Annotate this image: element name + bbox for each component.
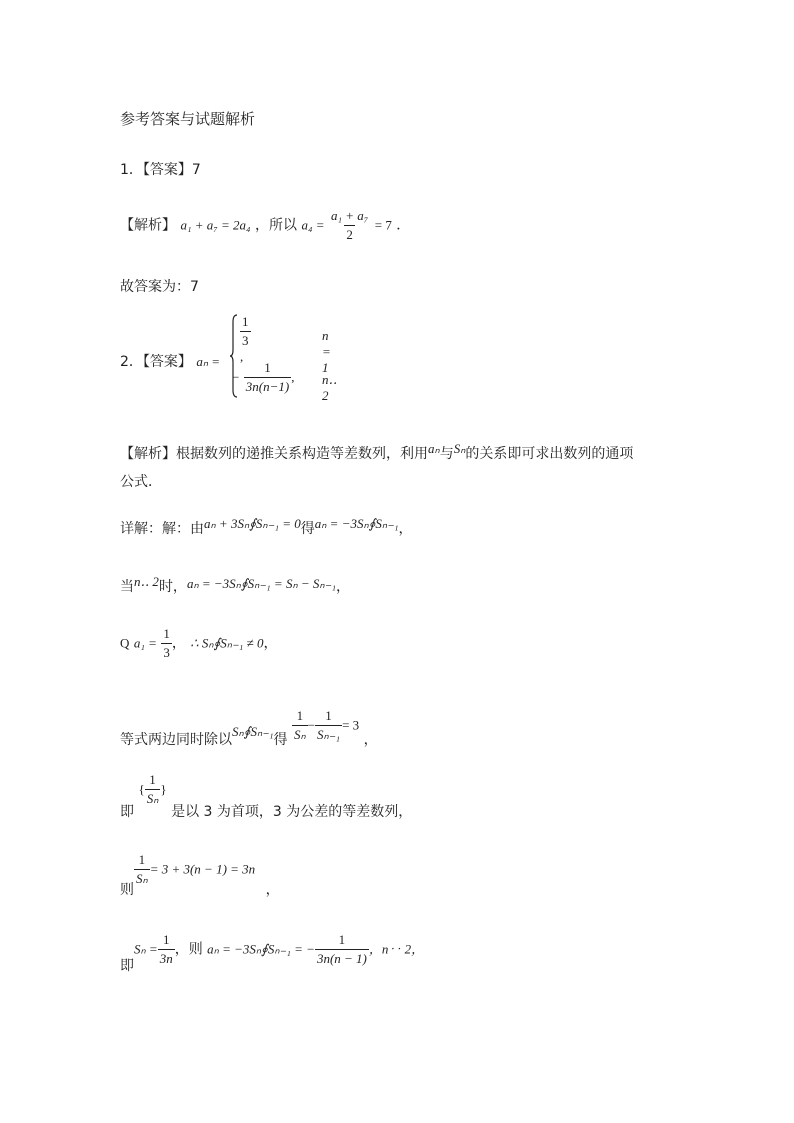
q2-divide-expr: Sₙ∮Sₙ₋₁ (232, 723, 274, 739)
q2-a1-eq: a₁ = (133, 635, 157, 651)
q2-div-f2-den: Sₙ₋₁ (317, 727, 341, 742)
q2-seq-rbrace: } (160, 781, 167, 797)
q2-seq-frac (145, 772, 161, 807)
q2-seq-lbrace: { (138, 781, 145, 797)
q2-final-den: 3n (159, 951, 173, 966)
q2-final-text-a: 即 (120, 957, 134, 974)
q2-div-minus: − (307, 717, 315, 733)
q2-case1 (240, 314, 251, 365)
q1-frac-num: a₁ + a₇ (330, 208, 369, 223)
q2-final (120, 932, 425, 974)
q2-divide-end: ， (363, 731, 378, 748)
q2-div-f2-num: 1 (325, 708, 332, 723)
q2-analysis-an: aₙ (428, 441, 440, 456)
q2-detail-eq1: aₙ + 3Sₙ∮Sₙ₋₁ = 0 (204, 516, 301, 531)
q2-case2-sign: − (232, 369, 240, 385)
q2-when-text-c: ， (335, 579, 350, 595)
q2-when-text-a: 当 (120, 579, 134, 595)
q2-detail-eq2: aₙ = −3Sₙ∮Sₙ₋₁ (314, 516, 399, 531)
q2-when (120, 576, 350, 596)
q2-given (120, 626, 277, 661)
q1-eq-right-prefix: a₄ = (301, 217, 325, 233)
q2-answer-prefix: 2．【答案】 (120, 354, 192, 370)
q2-then-den: Sₙ (136, 871, 148, 886)
q2-div-f1-num: 1 (296, 708, 304, 723)
q2-then-text-a: 则 (120, 881, 134, 898)
q2-div-frac1 (292, 708, 308, 743)
q1-eq-right-suffix: = 7 (374, 217, 392, 233)
q2-therefore: ∴ Sₙ∮Sₙ₋₁ ≠ 0 (190, 635, 264, 651)
q2-then-frac (134, 852, 150, 887)
q1-analysis (120, 208, 410, 243)
q2-case2-frac (244, 360, 291, 395)
q2-divide-text-a: 等式两边同时除以 (120, 731, 232, 748)
q2-detail (120, 518, 413, 538)
q2-div-eq: = 3 (342, 717, 360, 733)
q2-final-num2: 1 (338, 932, 346, 947)
q2-case1-num: 1 (242, 314, 249, 329)
q2-given-comma: ， (171, 635, 186, 652)
q2-a1-frac (161, 626, 172, 661)
q2-answer (120, 351, 220, 371)
q1-conclusion: 故答案为：7 (120, 279, 199, 295)
q2-seq-text-a: 即 (120, 803, 134, 820)
q2-seq-text-b: 是以 3 为首项，3 为公差的等差数列， (171, 803, 413, 820)
q1-analysis-label: 【解析】 (120, 217, 176, 234)
q1-answer: 1．【答案】7 (120, 162, 201, 178)
q2-analysis-text-c: 的关系即可求出数列的通项 (465, 446, 634, 462)
q2-then (120, 852, 280, 898)
q2-analysis-text-a: 【解析】根据数列的递推关系构造等差数列，利用 (120, 446, 428, 462)
q2-then-end: ， (265, 881, 280, 898)
q2-final-an: aₙ = −3Sₙ∮Sₙ₋₁ = − (207, 941, 315, 957)
q2-detail-text-c: ， (398, 521, 413, 537)
q2-case1-cond: n = 1 (322, 328, 331, 375)
q2-when-text-b: 时， (158, 579, 187, 595)
q2-analysis-line2: 公式． (120, 474, 162, 490)
q2-divide (120, 708, 378, 748)
q2-case2-comma: , (291, 369, 295, 385)
q2-case2-den: 3n(n−1) (245, 379, 290, 394)
q2-final-frac2 (315, 932, 369, 967)
q2-when-eq: aₙ = −3Sₙ∮Sₙ₋₁ = Sₙ − Sₙ₋₁ (186, 576, 336, 591)
q2-an-eq: aₙ = (196, 354, 221, 369)
doc-title: 参考答案与试题解析 (120, 110, 256, 128)
q2-case2-num: 1 (264, 360, 271, 375)
q1-frac-den: 2 (346, 227, 353, 242)
q2-div-frac2 (315, 708, 342, 743)
q2-q-symbol: Q (120, 635, 130, 651)
q1-so: ，所以 (255, 217, 298, 234)
q2-when-cond: n‥ 2 (134, 574, 159, 589)
q2-final-cond: ，n‥ 2， (368, 941, 425, 957)
q2-then-eq: = 3 + 3(n − 1) = 3n (149, 861, 256, 877)
q1-end: ． (396, 217, 411, 234)
q2-sequence (120, 772, 413, 820)
q2-final-frac (158, 932, 175, 967)
q2-final-den2: 3n(n − 1) (316, 951, 367, 966)
q2-analysis-text-b: 与 (439, 446, 454, 462)
q2-case1-den: 3 (242, 333, 249, 348)
q2-seq-num: 1 (149, 772, 156, 787)
q2-given-end: ， (263, 635, 278, 652)
q1-eq-left: a₁ + a₇ = 2a₄ (180, 217, 251, 233)
q2-final-sn: Sₙ = (134, 941, 158, 957)
q2-final-num: 1 (162, 932, 170, 947)
q2-case2 (232, 360, 294, 395)
q2-case2-cond: n‥ 2 (322, 372, 338, 403)
q2-seq-den: Sₙ (146, 791, 159, 806)
q2-div-f1-den: Sₙ (293, 727, 306, 742)
q2-final-then: ，则 (174, 941, 203, 958)
q2-detail-text-b: 得 (300, 521, 315, 537)
q2-divide-text-b: 得 (273, 731, 288, 748)
q2-a1-den: 3 (163, 645, 170, 660)
q2-case1-comma: , (240, 349, 244, 364)
q2-analysis-line1 (120, 443, 633, 463)
q1-fraction (329, 208, 370, 243)
q2-case1-frac (240, 314, 251, 349)
q2-detail-text-a: 详解：解：由 (120, 521, 204, 537)
q2-analysis-sn: Sₙ (453, 441, 466, 456)
q2-a1-num: 1 (163, 626, 170, 641)
q2-then-num: 1 (138, 852, 146, 867)
